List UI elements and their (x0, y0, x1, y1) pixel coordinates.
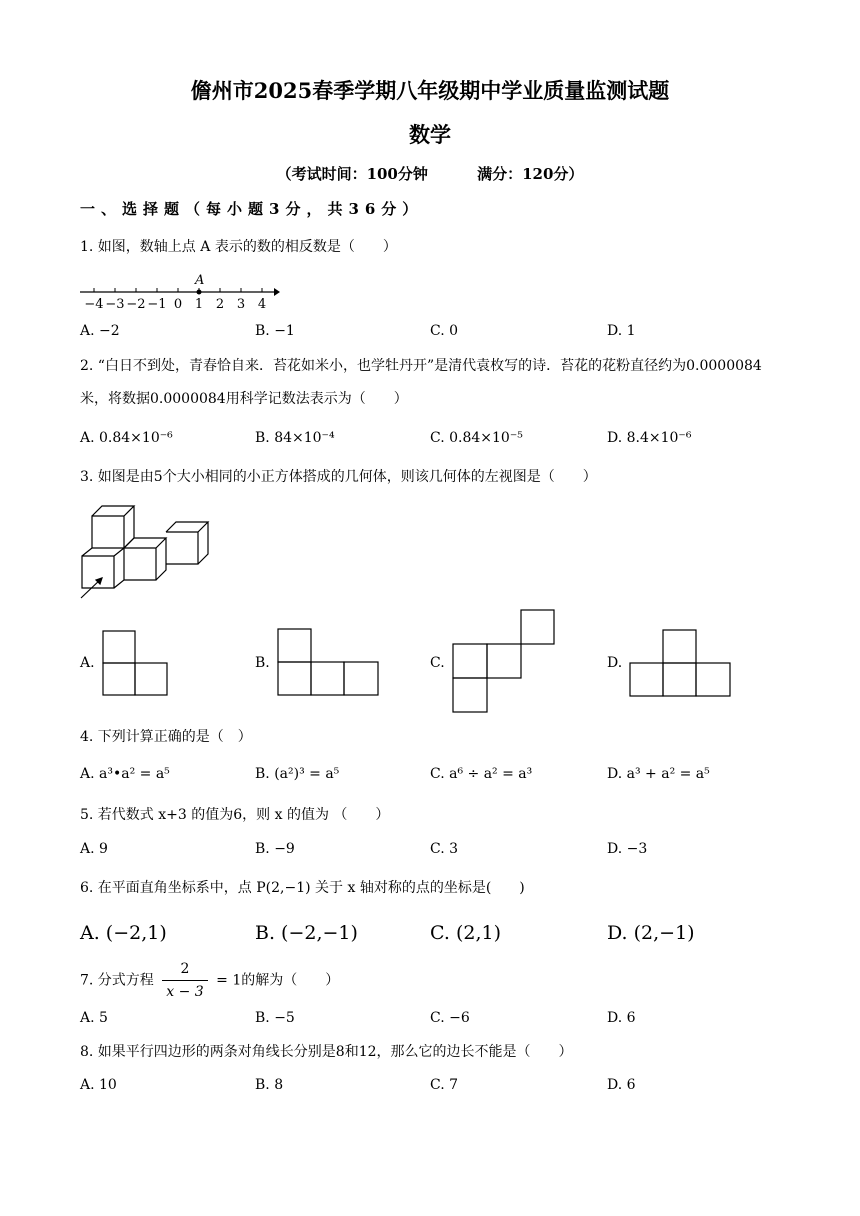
q7-option-d: D. 6 (607, 1010, 636, 1026)
q7-option-c: C. −6 (430, 1010, 470, 1026)
q3-option-d-figure (629, 629, 732, 697)
axis-tick-label: −4 (84, 297, 104, 312)
q7-stem-suffix: = 1的解为（ ） (216, 972, 340, 989)
q1-option-d: D. 1 (607, 323, 636, 339)
axis-tick-label: 0 (173, 297, 183, 312)
question-2-line2: 米，将数据0.0000084用科学记数法表示为（ ） (80, 391, 408, 407)
q3-option-b: B. (255, 655, 270, 671)
q8-option-a: A. 10 (80, 1077, 117, 1093)
question-3-stem: 3. 如图是由5个大小相同的小正方体搭成的几何体，则该几何体的左视图是（ ） (80, 469, 597, 485)
q1-option-c: C. 0 (430, 323, 459, 339)
exam-title: 儋州市2025春季学期八年级期中学业质量监测试题 (190, 78, 670, 103)
q5-option-d: D. −3 (607, 841, 648, 857)
q5-option-a: A. 9 (80, 841, 108, 857)
q2-option-c: C. 0.84×10⁻⁵ (430, 430, 523, 446)
question-1-stem: 1. 如图，数轴上点 A 表示的数的相反数是（ ） (80, 239, 397, 255)
q5-option-b: B. −9 (255, 841, 295, 857)
axis-tick-label: 4 (257, 297, 267, 312)
q8-option-b: B. 8 (255, 1077, 284, 1093)
q3-option-c: C. (430, 655, 445, 671)
question-7-stem (80, 958, 339, 1003)
q2-option-d: D. 8.4×10⁻⁶ (607, 430, 692, 446)
q3-option-a: A. (80, 655, 95, 671)
q1-option-b: B. −1 (255, 323, 295, 339)
q5-option-c: C. 3 (430, 841, 459, 857)
q7-fraction (162, 958, 207, 1003)
exam-info (0, 163, 860, 184)
axis-tick-label: −3 (105, 297, 125, 312)
question-8-stem: 8. 如果平行四边形的两条对角线长分别是8和12，那么它的边长不能是（ ） (80, 1044, 573, 1060)
q3-option-c-figure (452, 609, 556, 713)
q7-option-b: B. −5 (255, 1010, 295, 1026)
axis-tick-label: 2 (215, 297, 225, 312)
q2-option-a: A. 0.84×10⁻⁶ (80, 430, 173, 446)
axis-tick-label: −2 (126, 297, 146, 312)
q3-option-d: D. (607, 655, 623, 671)
number-line-figure (78, 270, 283, 312)
axis-tick-label: 3 (236, 297, 246, 312)
q1-option-a: A. −2 (80, 323, 120, 339)
q7-stem-prefix: 7. 分式方程 (80, 972, 154, 989)
solid-figure (76, 500, 216, 605)
question-2-line1: 2. “白日不到处，青春恰自来．苔花如米小，也学牡丹开”是清代袁枚写的诗．苔花的花粉直径约为0.0000084 (80, 358, 762, 374)
q6-option-d: D. (2,−1) (607, 922, 695, 944)
q8-option-c: C. 7 (430, 1077, 459, 1093)
q6-option-b: B. (−2,−1) (255, 922, 358, 944)
q4-option-d: D. a³ + a² = a⁵ (607, 766, 710, 782)
section-heading: 一、选择题（每小题3分，共36分） (80, 200, 424, 218)
q3-option-a-figure (102, 630, 168, 696)
subject-title: 数学 (409, 122, 451, 147)
exam-score: 满分：120分） (477, 165, 584, 183)
q7-numerator: 2 (162, 958, 207, 981)
q2-option-b: B. 84×10⁻⁴ (255, 430, 335, 446)
q6-option-a: A. (−2,1) (80, 922, 167, 944)
q4-option-c: C. a⁶ ÷ a² = a³ (430, 766, 533, 782)
q7-denominator: x − 3 (166, 984, 204, 1000)
axis-tick-label: −1 (147, 297, 167, 312)
q4-option-a: A. a³•a² = a⁵ (80, 766, 170, 782)
q3-option-b-figure (277, 628, 380, 696)
exam-time: （考试时间：100分钟 (276, 165, 428, 183)
q8-option-d: D. 6 (607, 1077, 636, 1093)
question-4-stem: 4. 下列计算正确的是（ ） (80, 729, 252, 745)
question-5-stem: 5. 若代数式 x+3 的值为6，则 x 的值为 （ ） (80, 807, 390, 823)
q6-option-c: C. (2,1) (430, 922, 501, 944)
point-a-label: A (195, 273, 205, 288)
q4-option-b: B. (a²)³ = a⁵ (255, 766, 340, 782)
question-6-stem: 6. 在平面直角坐标系中，点 P(2,−1) 关于 x 轴对称的点的坐标是( ) (80, 880, 525, 896)
q7-option-a: A. 5 (80, 1010, 108, 1026)
axis-tick-label: 1 (194, 297, 204, 312)
point-a-marker (197, 290, 202, 295)
